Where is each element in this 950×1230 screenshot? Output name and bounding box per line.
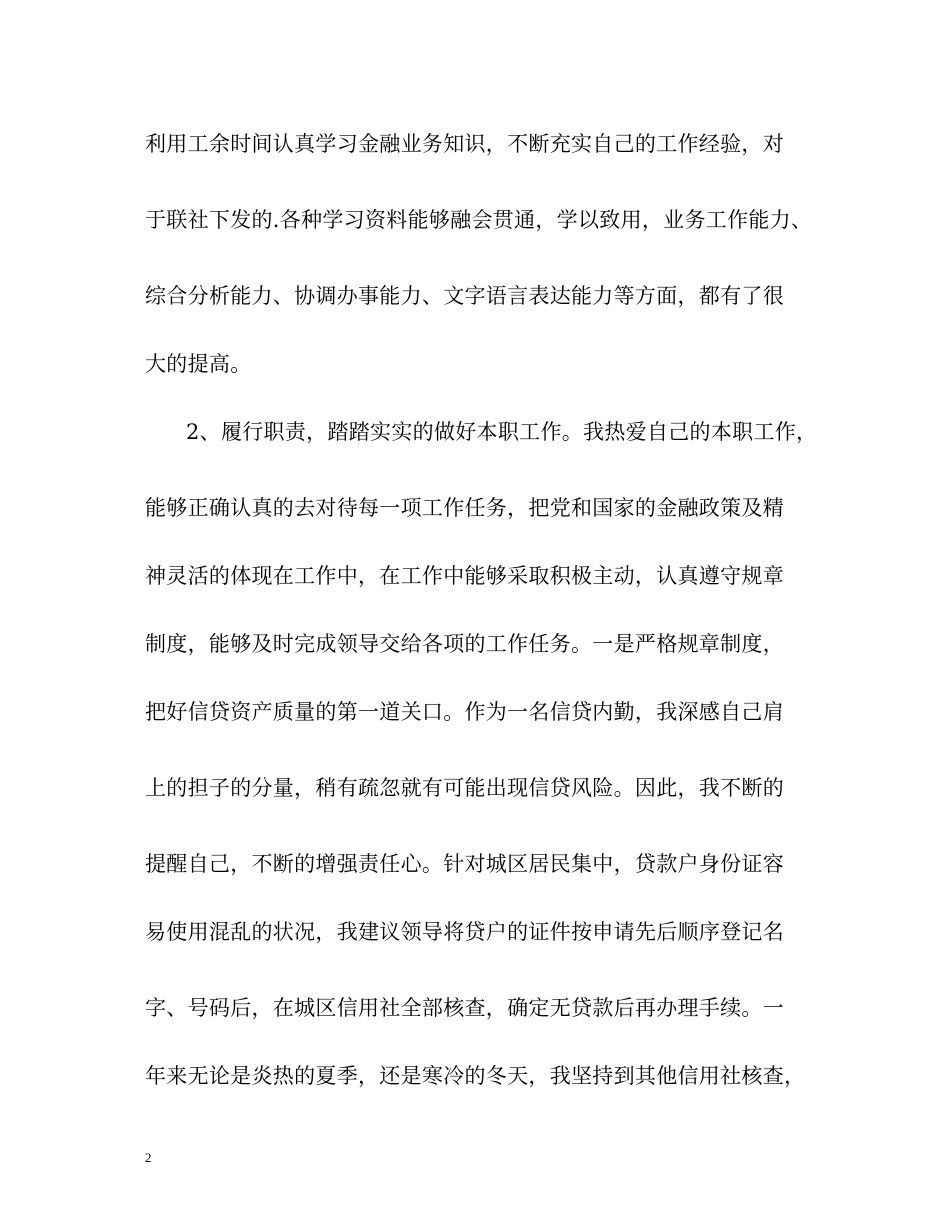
text-line-13: 字、号码后，在城区信用社全部核查，确定无贷款后再办理手续。一 [145,996,784,1020]
text-line-9: 把好信贷资产质量的第一道关口。作为一名信贷内勤，我深感自己肩 [145,700,784,724]
text-line-4: 大的提高。 [145,352,252,376]
text-line-7: 神灵活的体现在工作中，在工作中能够采取积极主动，认真遵守规章 [145,564,784,588]
text-line-12: 易使用混乱的状况，我建议领导将贷户的证件按申请先后顺序登记名 [145,920,784,944]
text-line-3: 综合分析能力、协调办事能力、文字语言表达能力等方面，都有了很 [145,284,784,308]
page-number: 2 [145,1150,152,1165]
text-line-8: 制度，能够及时完成领导交给各项的工作任务。一是严格规章制度， [145,632,784,656]
text-line-1: 利用工余时间认真学习金融业务知识，不断充实自己的工作经验，对 [145,132,784,156]
text-line-14: 年来无论是炎热的夏季，还是寒冷的冬天，我坚持到其他信用社核查， [145,1064,806,1088]
text-line-6: 能够正确认真的去对待每一项工作任务，把党和国家的金融政策及精 [145,496,784,520]
text-line-10: 上的担子的分量，稍有疏忽就有可能出现信贷风险。因此，我不断的 [145,776,784,800]
text-line-11: 提醒自己，不断的增强责任心。针对城区居民集中，贷款户身份证容 [145,852,784,876]
text-line-2: 于联社下发的.各种学习资料能够融会贯通，学以致用，业务工作能力、 [145,208,813,232]
text-line-5-paragraph-start: 2、履行职责，踏踏实实的做好本职工作。我热爱自己的本职工作， [186,420,818,444]
